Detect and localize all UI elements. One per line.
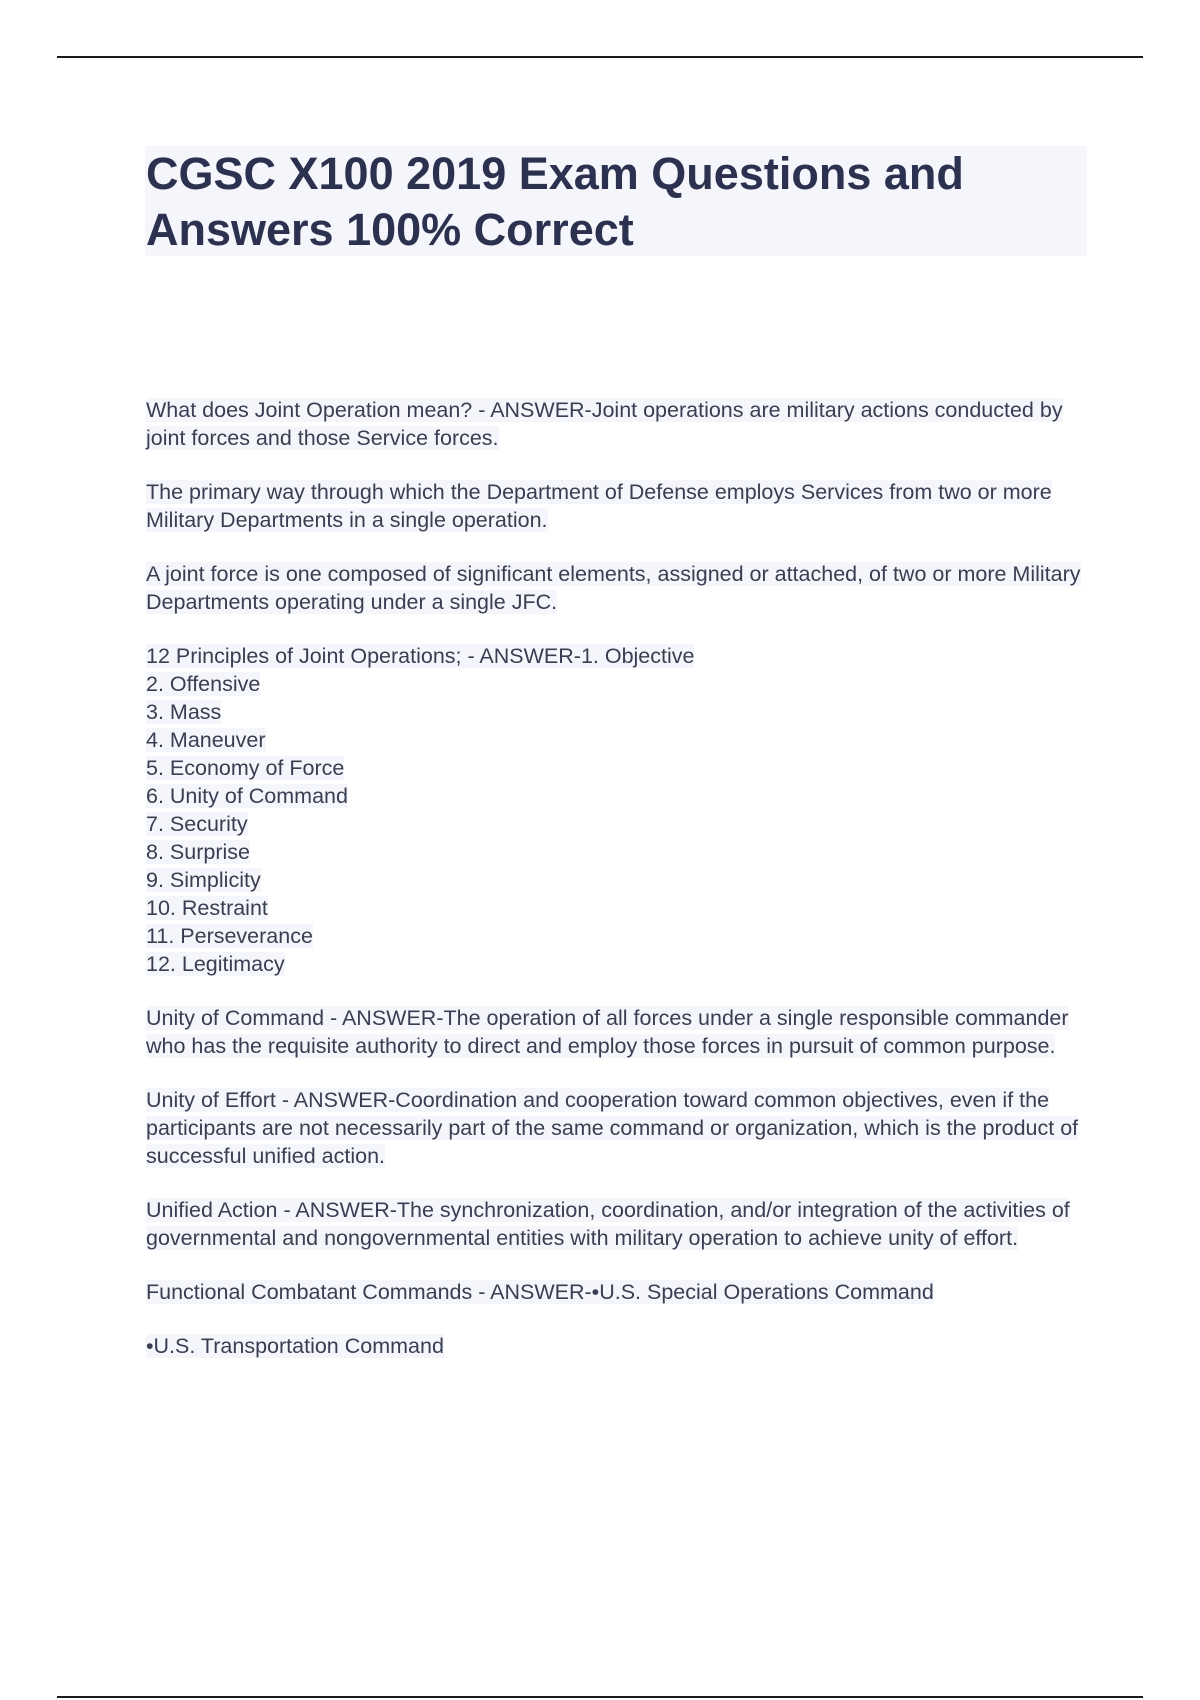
list-item: 4. Maneuver xyxy=(146,728,266,752)
document-body xyxy=(146,396,1096,1386)
list-item: 5. Economy of Force xyxy=(146,756,345,780)
qa-entry-transportation-command: •U.S. Transportation Command xyxy=(146,1334,444,1358)
qa-entry-joint-force: A joint force is one composed of significant elements, assigned or attached, of two or more Military Departments operating under a single JFC. xyxy=(146,562,1081,614)
list-item: 2. Offensive xyxy=(146,672,261,696)
list-item: 9. Simplicity xyxy=(146,868,261,892)
list-item: 10. Restraint xyxy=(146,896,268,920)
list-item: 6. Unity of Command xyxy=(146,784,348,808)
qa-entry-functional-commands: Functional Combatant Commands - ANSWER-•U.S. Special Operations Command xyxy=(146,1280,934,1304)
list-item: 11. Perseverance xyxy=(146,924,313,948)
document-title: CGSC X100 2019 Exam Questions and Answers 100% Correct xyxy=(146,148,964,255)
qa-entry-joint-operation: What does Joint Operation mean? - ANSWER-Joint operations are military actions conducted by joint forces and those Service forces. xyxy=(146,398,1063,450)
list-item: 3. Mass xyxy=(146,700,222,724)
qa-entry-unity-of-effort: Unity of Effort - ANSWER-Coordination and cooperation toward common objectives, even if the participants are not necessarily part of the same command or organization, which is the product of successful unified action. xyxy=(146,1088,1079,1168)
qa-entry-principles xyxy=(146,642,1096,978)
qa-entry-unity-of-command: Unity of Command - ANSWER-The operation of all forces under a single responsible commander who has the requisite authority to direct and employ those forces in pursuit of common purpose. xyxy=(146,1006,1069,1058)
top-rule xyxy=(57,56,1143,58)
list-item: 8. Surprise xyxy=(146,840,250,864)
list-item: 12. Legitimacy xyxy=(146,952,285,976)
principles-heading: 12 Principles of Joint Operations; - ANSWER-1. Objective xyxy=(146,644,695,668)
list-item: 7. Security xyxy=(146,812,248,836)
qa-entry-primary-way: The primary way through which the Department of Defense employs Services from two or more Military Departments in a single operation. xyxy=(146,480,1052,532)
qa-entry-unified-action: Unified Action - ANSWER-The synchronization, coordination, and/or integration of the activities of governmental and nongovernmental entities with military operation to achieve unity of effort. xyxy=(146,1198,1070,1250)
bottom-rule xyxy=(57,1696,1143,1698)
